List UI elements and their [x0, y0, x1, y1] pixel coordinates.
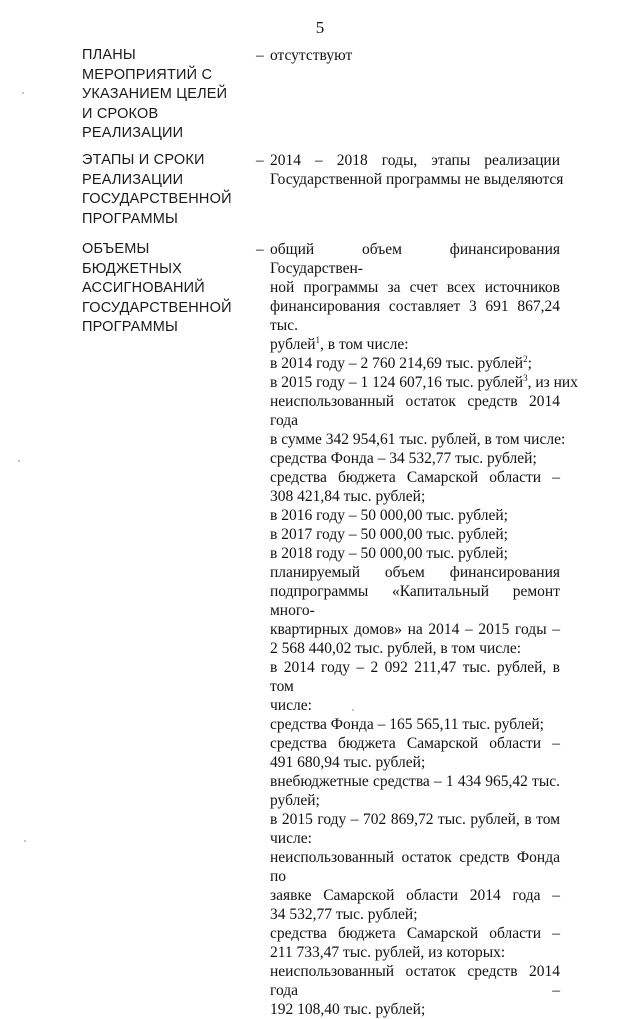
- term-line: МЕРОПРИЯТИЙ С: [82, 66, 213, 83]
- value-line: в 2018 году – 50 000,00 тыс. рублей;: [270, 545, 508, 562]
- value-line: [270, 372, 578, 392]
- value-line: 211 733,47 тыс. рублей, из которых:: [270, 944, 506, 961]
- term-line: АССИГНОВАНИЙ: [82, 280, 205, 296]
- term-line: ГОСУДАРСТВЕННОЙ: [82, 191, 232, 207]
- row-value: [270, 240, 578, 1019]
- value-text: в 2014 году – 2 760 214,69 тыс. рублей: [270, 355, 524, 372]
- value-line: 192 108,40 тыс. рублей;: [270, 1001, 426, 1018]
- row-dash: –: [256, 152, 264, 169]
- value-line: 34 532,77 тыс. рублей;: [270, 906, 418, 923]
- value-line: внебюджетные средства – 1 434 965,42 тыс.: [270, 773, 560, 790]
- value-line: неиспользованный остаток средств 2014 года –: [270, 963, 560, 999]
- value-line: заявке Самарской области 2014 года –: [270, 887, 560, 904]
- value-line: средства Фонда – 165 565,11 тыс. рублей;: [270, 716, 544, 733]
- row-dash: –: [256, 47, 264, 64]
- row-value: [270, 151, 564, 189]
- value-line: в 2015 году – 702 869,72 тыс. рублей, в том: [270, 811, 560, 828]
- value-suffix: , из них: [527, 374, 578, 391]
- value-line: подпрограммы «Капитальный ремонт много-: [270, 583, 560, 619]
- row-value: [270, 46, 560, 65]
- value-line: числе:: [270, 830, 312, 847]
- term-line: И СРОКОВ: [82, 105, 159, 122]
- value-text: в 2015 году – 1 124 607,16 тыс. рублей: [270, 374, 524, 391]
- page-number: 5: [315, 18, 325, 37]
- row-term: [82, 240, 252, 338]
- value-line: в 2014 году – 2 092 211,47 тыс. рублей, в том: [270, 659, 560, 695]
- value-line: финансирования составляет 3 691 867,24 тыс.: [270, 298, 560, 334]
- term-line: ПРОГРАММЫ: [82, 210, 179, 227]
- term-line: ЭТАПЫ И СРОКИ: [82, 152, 205, 168]
- value-line: числе:: [270, 697, 312, 714]
- value-line: 2 568 440,02 тыс. рублей, в том числе:: [270, 640, 522, 657]
- term-line: ГОСУДАРСТВЕННОЙ: [82, 299, 232, 316]
- term-line: УКАЗАНИЕМ ЦЕЛЕЙ: [82, 86, 228, 102]
- term-line: ПЛАНЫ: [82, 47, 136, 63]
- value-line: планируемый объем финансирования: [270, 564, 560, 581]
- value-line: в 2016 году – 50 000,00 тыс. рублей;: [270, 507, 508, 524]
- row-term: [82, 151, 252, 229]
- value-line: [270, 354, 560, 373]
- value-line: 491 680,94 тыс. рублей;: [270, 754, 426, 771]
- footnote-mark: 2: [523, 353, 528, 364]
- value-suffix: ;: [527, 355, 532, 372]
- footnote-mark: 3: [523, 372, 528, 383]
- value-line: неиспользованный остаток средств Фонда по: [270, 849, 560, 885]
- value-line: средства бюджета Самарской области –: [270, 925, 560, 942]
- value-line: [270, 335, 560, 354]
- value-text: рублей: [270, 336, 316, 353]
- row-dash: –: [256, 241, 264, 258]
- value-suffix: , в том числе:: [320, 336, 409, 353]
- scan-speck: [24, 840, 26, 842]
- value-line: 2014 – 2018 годы, этапы реализации: [270, 152, 560, 169]
- value-line: общий объем финансирования Государствен-: [270, 241, 560, 277]
- value-line: неиспользованный остаток средств 2014 года: [270, 393, 560, 429]
- term-line: БЮДЖЕТНЫХ: [82, 260, 183, 277]
- value-line: средства Фонда – 34 532,77 тыс. рублей;: [270, 450, 537, 467]
- value-line: в 2017 году – 50 000,00 тыс. рублей;: [270, 526, 508, 543]
- term-line: ОБЪЕМЫ: [82, 241, 150, 257]
- value-line: квартирных домов» на 2014 – 2015 годы –: [270, 621, 560, 638]
- value-line: ной программы за счет всех источников: [270, 279, 560, 296]
- value-line: рублей;: [270, 792, 320, 809]
- value-line: средства бюджета Самарской области –: [270, 469, 560, 486]
- scan-speck: [22, 92, 24, 94]
- term-line: РЕАЛИЗАЦИИ: [82, 171, 184, 188]
- value-line: отсутствуют: [270, 47, 353, 64]
- term-line: РЕАЛИЗАЦИИ: [82, 125, 184, 141]
- value-line: Государственной программы не выделяются: [270, 171, 564, 188]
- value-line: в сумме 342 954,61 тыс. рублей, в том числе:: [270, 431, 566, 448]
- scan-speck: [18, 460, 20, 462]
- scan-speck: [352, 709, 354, 711]
- value-line: 308 421,84 тыс. рублей;: [270, 488, 426, 505]
- value-line: средства бюджета Самарской области –: [270, 735, 560, 752]
- row-term: [82, 46, 252, 144]
- term-line: ПРОГРАММЫ: [82, 319, 179, 335]
- footnote-mark: 1: [315, 334, 321, 345]
